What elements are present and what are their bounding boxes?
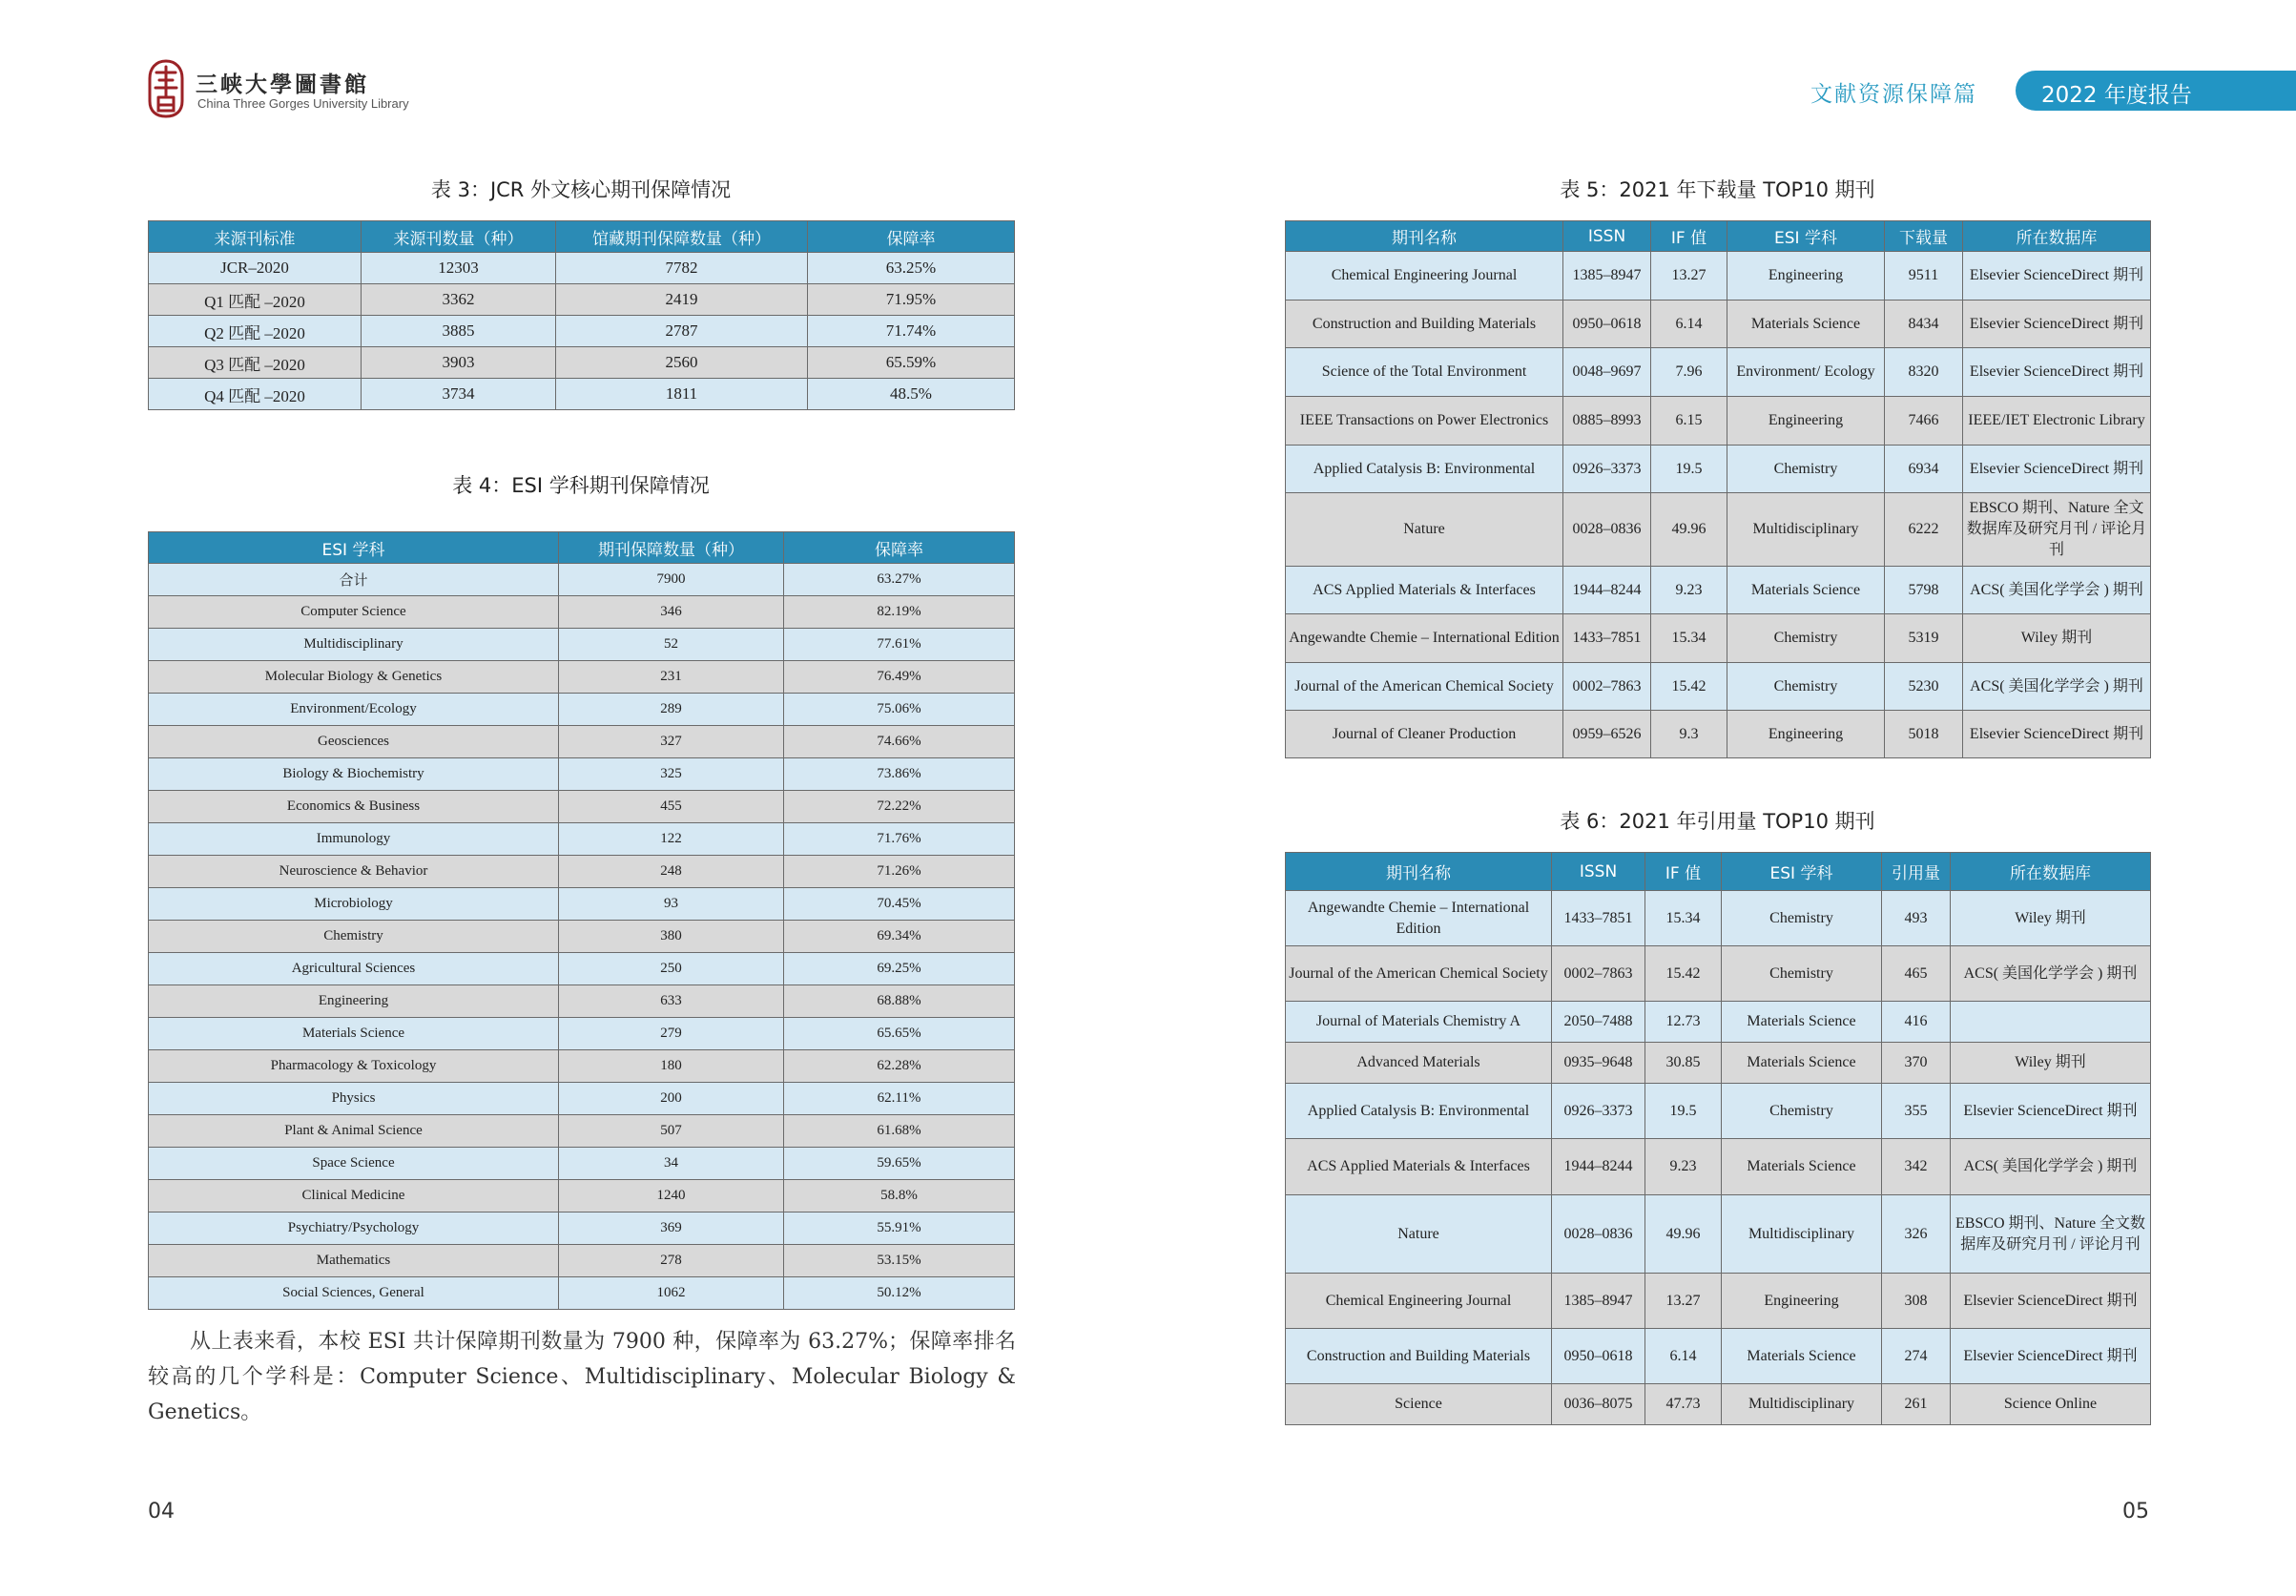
table-cell: Space Science bbox=[149, 1148, 559, 1180]
table-cell: 370 bbox=[1882, 1043, 1951, 1084]
table-cell: 6934 bbox=[1885, 446, 1963, 493]
table-cell: 0935–9648 bbox=[1552, 1043, 1645, 1084]
table-cell: 0926–3373 bbox=[1563, 446, 1651, 493]
table-cell: Q3 匹配 –2020 bbox=[149, 347, 362, 379]
table-cell: 279 bbox=[559, 1018, 784, 1050]
table-cell: 30.85 bbox=[1645, 1043, 1722, 1084]
table-cell: 13.27 bbox=[1651, 252, 1727, 301]
page-number-left: 04 bbox=[148, 1500, 175, 1523]
table-row bbox=[149, 379, 1015, 410]
table-cell: 1240 bbox=[559, 1180, 784, 1213]
table-cell: Science of the Total Environment bbox=[1286, 348, 1563, 397]
table-cell: 65.65% bbox=[784, 1018, 1015, 1050]
table-cell: Psychiatry/Psychology bbox=[149, 1213, 559, 1245]
table-cell: 34 bbox=[559, 1148, 784, 1180]
table-cell: Chemistry bbox=[1727, 614, 1885, 663]
table-header-row bbox=[149, 532, 1015, 564]
table-cell: 49.96 bbox=[1651, 493, 1727, 567]
table-cell: 8320 bbox=[1885, 348, 1963, 397]
table-cell: 0028–0836 bbox=[1563, 493, 1651, 567]
table-cell: 5018 bbox=[1885, 711, 1963, 758]
table-cell: 278 bbox=[559, 1245, 784, 1277]
table-cell: Wiley 期刊 bbox=[1963, 614, 2151, 663]
table-cell: 62.28% bbox=[784, 1050, 1015, 1083]
table-cell: 53.15% bbox=[784, 1245, 1015, 1277]
table-row bbox=[149, 1277, 1015, 1310]
table-cell: 0002–7863 bbox=[1563, 663, 1651, 711]
table-cell: 3885 bbox=[362, 316, 556, 347]
table-cell: Wiley 期刊 bbox=[1951, 1043, 2151, 1084]
table-cell: Chemical Engineering Journal bbox=[1286, 252, 1563, 301]
table-cell: 2050–7488 bbox=[1552, 1002, 1645, 1043]
table-cell: 93 bbox=[559, 888, 784, 921]
table-cell: 326 bbox=[1882, 1195, 1951, 1274]
table-cell: Environment/Ecology bbox=[149, 694, 559, 726]
table-cell: 327 bbox=[559, 726, 784, 758]
table-cell: Agricultural Sciences bbox=[149, 953, 559, 985]
table-row bbox=[149, 629, 1015, 661]
table6-caption: 表 6：2021 年引用量 TOP10 期刊 bbox=[1560, 810, 1875, 833]
table-cell: Materials Science bbox=[1722, 1139, 1882, 1195]
table-cell: 48.5% bbox=[808, 379, 1015, 410]
table-cell: 6.14 bbox=[1645, 1329, 1722, 1384]
table-cell: Science Online bbox=[1951, 1384, 2151, 1425]
table-header-row bbox=[149, 221, 1015, 253]
table-row bbox=[1286, 891, 2151, 946]
table-cell: 65.59% bbox=[808, 347, 1015, 379]
column-header: ISSN bbox=[1563, 221, 1651, 252]
table-cell: 465 bbox=[1882, 946, 1951, 1002]
table-row bbox=[149, 1245, 1015, 1277]
table-cell: Materials Science bbox=[149, 1018, 559, 1050]
table-cell: 1062 bbox=[559, 1277, 784, 1310]
table-cell: ACS( 美国化学学会 ) 期刊 bbox=[1951, 946, 2151, 1002]
column-header: 来源刊标准 bbox=[149, 221, 362, 253]
table-cell: 261 bbox=[1882, 1384, 1951, 1425]
table-cell: 76.49% bbox=[784, 661, 1015, 694]
column-header: 期刊保障数量（种） bbox=[559, 532, 784, 564]
table-cell: 355 bbox=[1882, 1084, 1951, 1139]
table-cell: Elsevier ScienceDirect 期刊 bbox=[1963, 301, 2151, 348]
table-cell: 71.95% bbox=[808, 284, 1015, 316]
table-cell: 58.8% bbox=[784, 1180, 1015, 1213]
table-cell: Molecular Biology & Genetics bbox=[149, 661, 559, 694]
table-cell: 416 bbox=[1882, 1002, 1951, 1043]
table-cell: 0926–3373 bbox=[1552, 1084, 1645, 1139]
table-row bbox=[1286, 711, 2151, 758]
table-cell: 9.23 bbox=[1651, 567, 1727, 614]
table-cell: Social Sciences, General bbox=[149, 1277, 559, 1310]
table-cell: ACS( 美国化学学会 ) 期刊 bbox=[1951, 1139, 2151, 1195]
table-cell: 82.19% bbox=[784, 596, 1015, 629]
table-cell: Elsevier ScienceDirect 期刊 bbox=[1963, 711, 2151, 758]
table-cell: Materials Science bbox=[1722, 1329, 1882, 1384]
column-header: 期刊名称 bbox=[1286, 221, 1563, 252]
table-cell: 369 bbox=[559, 1213, 784, 1245]
table-cell: 72.22% bbox=[784, 791, 1015, 823]
table-cell: 59.65% bbox=[784, 1148, 1015, 1180]
table-cell: 6222 bbox=[1885, 493, 1963, 567]
table-cell: Environment/ Ecology bbox=[1727, 348, 1885, 397]
table-cell: 7.96 bbox=[1651, 348, 1727, 397]
table-cell: 55.91% bbox=[784, 1213, 1015, 1245]
table-row bbox=[149, 661, 1015, 694]
table-cell: ACS( 美国化学学会 ) 期刊 bbox=[1963, 567, 2151, 614]
table-cell: 231 bbox=[559, 661, 784, 694]
table-cell: 493 bbox=[1882, 891, 1951, 946]
table-cell: 71.26% bbox=[784, 856, 1015, 888]
table-row bbox=[1286, 1139, 2151, 1195]
table-cell: Q4 匹配 –2020 bbox=[149, 379, 362, 410]
table4-esi-coverage bbox=[148, 531, 1015, 1310]
table-row bbox=[149, 921, 1015, 953]
table-cell: 380 bbox=[559, 921, 784, 953]
table-cell: 合计 bbox=[149, 564, 559, 596]
table-cell: Multidisciplinary bbox=[1722, 1384, 1882, 1425]
table-cell: Chemistry bbox=[1722, 946, 1882, 1002]
table-cell: Elsevier ScienceDirect 期刊 bbox=[1951, 1329, 2151, 1384]
table-cell: 0885–8993 bbox=[1563, 397, 1651, 446]
table-cell: 2560 bbox=[556, 347, 808, 379]
table-row bbox=[1286, 252, 2151, 301]
table-cell: Clinical Medicine bbox=[149, 1180, 559, 1213]
table-cell: 0048–9697 bbox=[1563, 348, 1651, 397]
table-cell: 77.61% bbox=[784, 629, 1015, 661]
table-cell: 63.25% bbox=[808, 253, 1015, 284]
table-cell: Construction and Building Materials bbox=[1286, 1329, 1552, 1384]
table-cell: 68.88% bbox=[784, 985, 1015, 1018]
table-cell: Journal of the American Chemical Society bbox=[1286, 946, 1552, 1002]
table-cell: IEEE Transactions on Power Electronics bbox=[1286, 397, 1563, 446]
table-cell: 308 bbox=[1882, 1274, 1951, 1329]
table-cell: 71.76% bbox=[784, 823, 1015, 856]
table-cell: 6.15 bbox=[1651, 397, 1727, 446]
table-cell: 0036–8075 bbox=[1552, 1384, 1645, 1425]
table-cell: 633 bbox=[559, 985, 784, 1018]
table-cell: 61.68% bbox=[784, 1115, 1015, 1148]
table-cell: 9511 bbox=[1885, 252, 1963, 301]
table-header-row bbox=[1286, 853, 2151, 891]
table-cell: 69.25% bbox=[784, 953, 1015, 985]
table-cell: Mathematics bbox=[149, 1245, 559, 1277]
table-cell bbox=[1951, 1002, 2151, 1043]
table-cell: IEEE/IET Electronic Library bbox=[1963, 397, 2151, 446]
table-cell: Pharmacology & Toxicology bbox=[149, 1050, 559, 1083]
table-cell: Materials Science bbox=[1727, 567, 1885, 614]
library-seal-logo bbox=[148, 59, 184, 118]
table-cell: 5798 bbox=[1885, 567, 1963, 614]
table-cell: Journal of Materials Chemistry A bbox=[1286, 1002, 1552, 1043]
table-cell: Multidisciplinary bbox=[1722, 1195, 1882, 1274]
table-cell: Elsevier ScienceDirect 期刊 bbox=[1951, 1084, 2151, 1139]
table-cell: 73.86% bbox=[784, 758, 1015, 791]
table4-caption: 表 4：ESI 学科期刊保障情况 bbox=[452, 474, 710, 497]
table-cell: Journal of the American Chemical Society bbox=[1286, 663, 1563, 711]
table-cell: Engineering bbox=[1727, 252, 1885, 301]
table-cell: 6.14 bbox=[1651, 301, 1727, 348]
column-header: 保障率 bbox=[808, 221, 1015, 253]
table6-top-citations bbox=[1285, 852, 2151, 1425]
year-badge-label: 2022 年度报告 bbox=[2041, 83, 2192, 108]
table-row bbox=[1286, 446, 2151, 493]
table-row bbox=[1286, 493, 2151, 567]
table-cell: 1385–8947 bbox=[1552, 1274, 1645, 1329]
table-row bbox=[149, 1180, 1015, 1213]
table-cell: Elsevier ScienceDirect 期刊 bbox=[1963, 348, 2151, 397]
table-cell: 289 bbox=[559, 694, 784, 726]
table-cell: Engineering bbox=[1727, 397, 1885, 446]
table-cell: 1811 bbox=[556, 379, 808, 410]
table-row bbox=[1286, 1195, 2151, 1274]
table-cell: Elsevier ScienceDirect 期刊 bbox=[1963, 252, 2151, 301]
table-row bbox=[149, 347, 1015, 379]
table-cell: Materials Science bbox=[1727, 301, 1885, 348]
table-row bbox=[149, 596, 1015, 629]
table-cell: 5230 bbox=[1885, 663, 1963, 711]
table-cell: Engineering bbox=[1722, 1274, 1882, 1329]
table-cell: 9.23 bbox=[1645, 1139, 1722, 1195]
column-header: ESI 学科 bbox=[1727, 221, 1885, 252]
table-cell: Materials Science bbox=[1722, 1002, 1882, 1043]
table-cell: 346 bbox=[559, 596, 784, 629]
table-row bbox=[149, 856, 1015, 888]
table-cell: Materials Science bbox=[1722, 1043, 1882, 1084]
table-cell: 5319 bbox=[1885, 614, 1963, 663]
table-cell: 507 bbox=[559, 1115, 784, 1148]
table-row bbox=[1286, 301, 2151, 348]
table-cell: 342 bbox=[1882, 1139, 1951, 1195]
table-cell: Physics bbox=[149, 1083, 559, 1115]
table-cell: 274 bbox=[1882, 1329, 1951, 1384]
table-cell: 455 bbox=[559, 791, 784, 823]
table-cell: 15.42 bbox=[1651, 663, 1727, 711]
table-cell: 15.34 bbox=[1651, 614, 1727, 663]
table-cell: 15.42 bbox=[1645, 946, 1722, 1002]
table-cell: Neuroscience & Behavior bbox=[149, 856, 559, 888]
table-cell: Angewandte Chemie – International Edition bbox=[1286, 614, 1563, 663]
table-cell: 1385–8947 bbox=[1563, 252, 1651, 301]
table-cell: Applied Catalysis B: Environmental bbox=[1286, 1084, 1552, 1139]
table-row bbox=[1286, 1043, 2151, 1084]
table-cell: Chemistry bbox=[1727, 446, 1885, 493]
table-cell: Chemistry bbox=[1727, 663, 1885, 711]
table-cell: 52 bbox=[559, 629, 784, 661]
column-header: ISSN bbox=[1552, 853, 1645, 891]
column-header: 引用量 bbox=[1882, 853, 1951, 891]
table-row bbox=[149, 253, 1015, 284]
page-number-right: 05 bbox=[2122, 1500, 2149, 1523]
table-cell: Applied Catalysis B: Environmental bbox=[1286, 446, 1563, 493]
table-row bbox=[149, 953, 1015, 985]
table-cell: 0950–0618 bbox=[1563, 301, 1651, 348]
column-header: 馆藏期刊保障数量（种） bbox=[556, 221, 808, 253]
table-cell: 0959–6526 bbox=[1563, 711, 1651, 758]
table-cell: 0950–0618 bbox=[1552, 1329, 1645, 1384]
summary-paragraph: 从上表来看，本校 ESI 共计保障期刊数量为 7900 种，保障率为 63.27%；保障率排名较高的几个学科是：Computer Science、Multidisciplinary、Molecular Biology & Genetics。 bbox=[148, 1330, 1016, 1424]
table-cell: Multidisciplinary bbox=[149, 629, 559, 661]
table-row bbox=[1286, 1384, 2151, 1425]
table-cell: EBSCO 期刊、Nature 全文数据库及研究月刊 / 评论月刊 bbox=[1951, 1195, 2151, 1274]
table-cell: 47.73 bbox=[1645, 1384, 1722, 1425]
table-cell: 0028–0836 bbox=[1552, 1195, 1645, 1274]
table-row bbox=[149, 564, 1015, 596]
table-cell: 74.66% bbox=[784, 726, 1015, 758]
table-row bbox=[1286, 397, 2151, 446]
table-cell: Elsevier ScienceDirect 期刊 bbox=[1951, 1274, 2151, 1329]
column-header: 期刊名称 bbox=[1286, 853, 1552, 891]
table-row bbox=[149, 284, 1015, 316]
table-cell: 3362 bbox=[362, 284, 556, 316]
table-row bbox=[1286, 946, 2151, 1002]
table-row bbox=[149, 985, 1015, 1018]
table-cell: Geosciences bbox=[149, 726, 559, 758]
column-header: ESI 学科 bbox=[149, 532, 559, 564]
library-name-en: China Three Gorges University Library bbox=[197, 96, 409, 111]
table-cell: 69.34% bbox=[784, 921, 1015, 953]
table-cell: 62.11% bbox=[784, 1083, 1015, 1115]
column-header: IF 值 bbox=[1651, 221, 1727, 252]
table-row bbox=[149, 791, 1015, 823]
table-row bbox=[149, 694, 1015, 726]
table-cell: 248 bbox=[559, 856, 784, 888]
table5-top-downloads bbox=[1285, 220, 2151, 758]
table-cell: 1944–8244 bbox=[1563, 567, 1651, 614]
column-header: 保障率 bbox=[784, 532, 1015, 564]
table-cell: 7466 bbox=[1885, 397, 1963, 446]
table-row bbox=[149, 1083, 1015, 1115]
table-cell: 15.34 bbox=[1645, 891, 1722, 946]
table-cell: Q1 匹配 –2020 bbox=[149, 284, 362, 316]
column-header: IF 值 bbox=[1645, 853, 1722, 891]
table-cell: Economics & Business bbox=[149, 791, 559, 823]
table-cell: 7782 bbox=[556, 253, 808, 284]
table-cell: Computer Science bbox=[149, 596, 559, 629]
table-cell: Engineering bbox=[1727, 711, 1885, 758]
table-cell: 19.5 bbox=[1651, 446, 1727, 493]
table-cell: 70.45% bbox=[784, 888, 1015, 921]
table-row bbox=[1286, 1329, 2151, 1384]
library-name-cn: 三峡大學圖書館 bbox=[196, 72, 369, 97]
table-cell: Q2 匹配 –2020 bbox=[149, 316, 362, 347]
table-cell: ACS( 美国化学学会 ) 期刊 bbox=[1963, 663, 2151, 711]
table-cell: Chemical Engineering Journal bbox=[1286, 1274, 1552, 1329]
table-cell: 19.5 bbox=[1645, 1084, 1722, 1139]
table-row bbox=[1286, 1084, 2151, 1139]
table-cell: Biology & Biochemistry bbox=[149, 758, 559, 791]
table-cell: Multidisciplinary bbox=[1727, 493, 1885, 567]
table-cell: ACS Applied Materials & Interfaces bbox=[1286, 567, 1563, 614]
table-row bbox=[149, 316, 1015, 347]
table-row bbox=[149, 1115, 1015, 1148]
table-cell: 12.73 bbox=[1645, 1002, 1722, 1043]
table-cell: 1944–8244 bbox=[1552, 1139, 1645, 1195]
table-cell: Science bbox=[1286, 1384, 1552, 1425]
table-cell: Chemistry bbox=[149, 921, 559, 953]
table-cell: 49.96 bbox=[1645, 1195, 1722, 1274]
table-cell: 50.12% bbox=[784, 1277, 1015, 1310]
table-header-row bbox=[1286, 221, 2151, 252]
column-header: 所在数据库 bbox=[1963, 221, 2151, 252]
table5-caption: 表 5：2021 年下载量 TOP10 期刊 bbox=[1560, 178, 1875, 201]
table-cell: 122 bbox=[559, 823, 784, 856]
table-cell: Immunology bbox=[149, 823, 559, 856]
table-row bbox=[149, 758, 1015, 791]
table-cell: 3734 bbox=[362, 379, 556, 410]
table-row bbox=[1286, 348, 2151, 397]
section-title: 文献资源保障篇 bbox=[1810, 82, 1977, 107]
table-cell: 2419 bbox=[556, 284, 808, 316]
table-cell: 12303 bbox=[362, 253, 556, 284]
table-cell: 2787 bbox=[556, 316, 808, 347]
table-row bbox=[1286, 567, 2151, 614]
table-cell: Nature bbox=[1286, 493, 1563, 567]
table-cell: Wiley 期刊 bbox=[1951, 891, 2151, 946]
column-header: 所在数据库 bbox=[1951, 853, 2151, 891]
table-cell: Elsevier ScienceDirect 期刊 bbox=[1963, 446, 2151, 493]
table-row bbox=[149, 1050, 1015, 1083]
column-header: 来源刊数量（种） bbox=[362, 221, 556, 253]
table-cell: Nature bbox=[1286, 1195, 1552, 1274]
table-cell: 250 bbox=[559, 953, 784, 985]
table-row bbox=[1286, 663, 2151, 711]
table-cell: 71.74% bbox=[808, 316, 1015, 347]
table-cell: JCR–2020 bbox=[149, 253, 362, 284]
column-header: ESI 学科 bbox=[1722, 853, 1882, 891]
table-cell: Plant & Animal Science bbox=[149, 1115, 559, 1148]
table3-jcr-coverage bbox=[148, 220, 1015, 410]
table-row bbox=[149, 888, 1015, 921]
table-cell: 0002–7863 bbox=[1552, 946, 1645, 1002]
table-cell: 7900 bbox=[559, 564, 784, 596]
table-row bbox=[1286, 614, 2151, 663]
table-cell: 325 bbox=[559, 758, 784, 791]
table-cell: 9.3 bbox=[1651, 711, 1727, 758]
table-cell: 1433–7851 bbox=[1552, 891, 1645, 946]
table-cell: 63.27% bbox=[784, 564, 1015, 596]
table-row bbox=[149, 1213, 1015, 1245]
table-row bbox=[1286, 1002, 2151, 1043]
table-row bbox=[149, 1148, 1015, 1180]
table-cell: ACS Applied Materials & Interfaces bbox=[1286, 1139, 1552, 1195]
table-cell: 8434 bbox=[1885, 301, 1963, 348]
table-cell: 13.27 bbox=[1645, 1274, 1722, 1329]
table-cell: Angewandte Chemie – International Edition bbox=[1286, 891, 1552, 946]
table3-caption: 表 3：JCR 外文核心期刊保障情况 bbox=[430, 178, 732, 201]
table-cell: Microbiology bbox=[149, 888, 559, 921]
table-cell: Engineering bbox=[149, 985, 559, 1018]
table-cell: Chemistry bbox=[1722, 891, 1882, 946]
table-row bbox=[149, 823, 1015, 856]
table-cell: EBSCO 期刊、Nature 全文数据库及研究月刊 / 评论月刊 bbox=[1963, 493, 2151, 567]
table-cell: 200 bbox=[559, 1083, 784, 1115]
table-cell: Journal of Cleaner Production bbox=[1286, 711, 1563, 758]
table-cell: Advanced Materials bbox=[1286, 1043, 1552, 1084]
table-cell: 3903 bbox=[362, 347, 556, 379]
table-cell: 75.06% bbox=[784, 694, 1015, 726]
table-cell: 1433–7851 bbox=[1563, 614, 1651, 663]
table-row bbox=[149, 1018, 1015, 1050]
table-row bbox=[149, 726, 1015, 758]
column-header: 下载量 bbox=[1885, 221, 1963, 252]
table-row bbox=[1286, 1274, 2151, 1329]
table-cell: Construction and Building Materials bbox=[1286, 301, 1563, 348]
table-cell: 180 bbox=[559, 1050, 784, 1083]
table-cell: Chemistry bbox=[1722, 1084, 1882, 1139]
